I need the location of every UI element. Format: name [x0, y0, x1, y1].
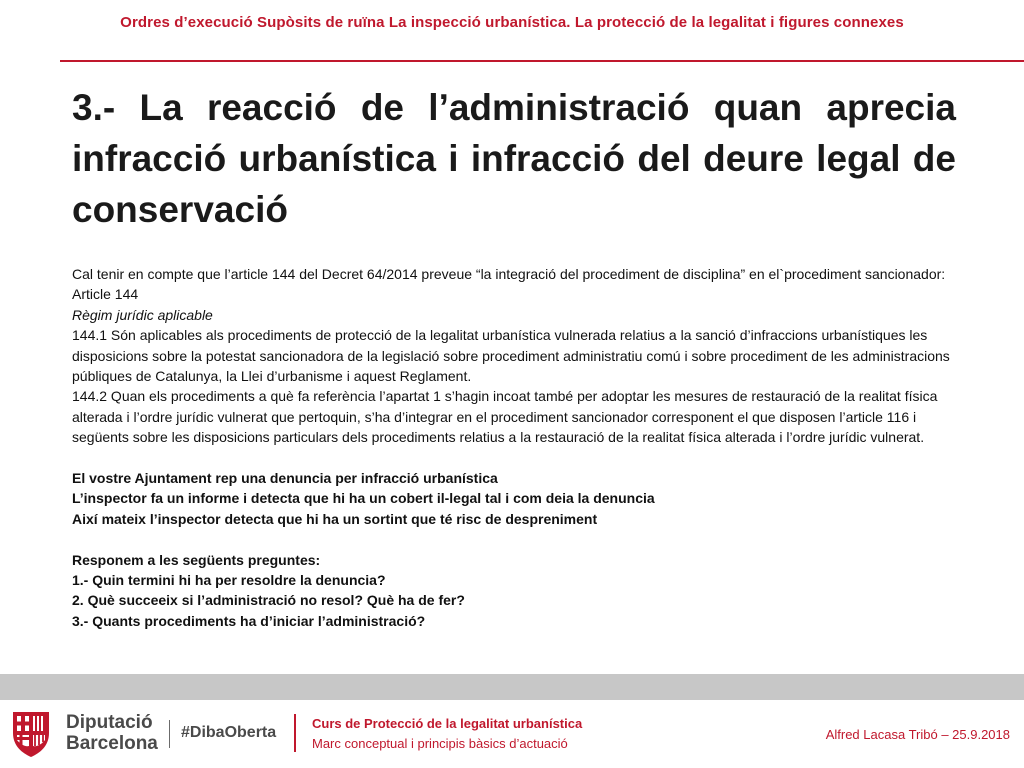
question-2: 2. Què succeeix si l’administració no resol? Què ha de fer? [72, 592, 465, 609]
article-paragraph-144-2: 144.2 Quan els procediments a què fa referència l’apartat 1 s’hagin incoat també per adoptar les mesures de restauració de la realitat física alterada i l’ordre jurídic vulnerat que pertoquin, s’ha d’integrar en el procediment sancionador corresponent el que disposen l’article 116 i següents sobre les disposicions particulars dels procediments relatius a la restauració de la realitat física alterada i l’ordre jurídic vulnerat. [72, 388, 938, 446]
course-info [312, 714, 582, 754]
case-line-3: Així mateix l’inspector detecta que hi ha un sortint que té risc de despreniment [72, 510, 598, 527]
course-title: Curs de Protecció de la legalitat urbanística [312, 716, 583, 731]
spacer [72, 448, 952, 468]
slide-body [72, 264, 952, 631]
brand-name [66, 712, 158, 754]
footer-grey-band [0, 674, 1024, 700]
question-3: 3.- Quants procediments ha d’iniciar l’administració? [72, 612, 426, 629]
brand-line-1: Diputació [66, 712, 153, 733]
question-1: 1.- Quin termini hi ha per resoldre la denuncia? [72, 572, 386, 589]
footer-bracket-divider [286, 714, 296, 752]
slide-header-title: Ordres d’execució Supòsits de ruïna La inspecció urbanística. La protecció de la legalitat i figures connexes [120, 14, 904, 31]
slide-title: 3.- La reacció de l’administració quan aprecia infracció urbanística i infracció del deure legal de conservació [72, 87, 956, 230]
article-heading: Article 144 [72, 286, 139, 303]
article-subtitle: Règim jurídic aplicable [72, 306, 213, 323]
hashtag-label: #DibaOberta [181, 724, 277, 741]
case-line-1: El vostre Ajuntament rep una denuncia per infracció urbanística [72, 470, 498, 487]
brand-line-2: Barcelona [66, 733, 158, 754]
slide-footer [0, 700, 1024, 768]
diputacio-shield-icon [9, 709, 53, 759]
header-divider [60, 60, 1024, 62]
spacer [72, 529, 952, 549]
author-date: Alfred Lacasa Tribó – 25.9.2018 [825, 727, 1010, 742]
questions-heading: Responem a les següents preguntes: [72, 551, 321, 568]
brand-separator [169, 720, 170, 748]
intro-paragraph: Cal tenir en compte que l’article 144 del Decret 64/2014 preveue “la integració del procediment de disciplina” en el`procediment sancionador: [72, 266, 946, 282]
course-subtitle: Marc conceptual i principis bàsics d’actuació [312, 736, 568, 751]
article-paragraph-144-1: 144.1 Són aplicables als procediments de protecció de la legalitat urbanística vulnerada relatius a la sanció d’infraccions urbanístiques les disposicions sobre la potestat sancionadora de la legislació sobre procediment administratiu comú i sobre procediment de les administracions públiques de Catalunya, la Llei d’urbanisme i aquest Reglament. [72, 327, 950, 385]
case-line-2: L’inspector fa un informe i detecta que hi ha un cobert il-legal tal i com deia la denuncia [72, 490, 655, 507]
